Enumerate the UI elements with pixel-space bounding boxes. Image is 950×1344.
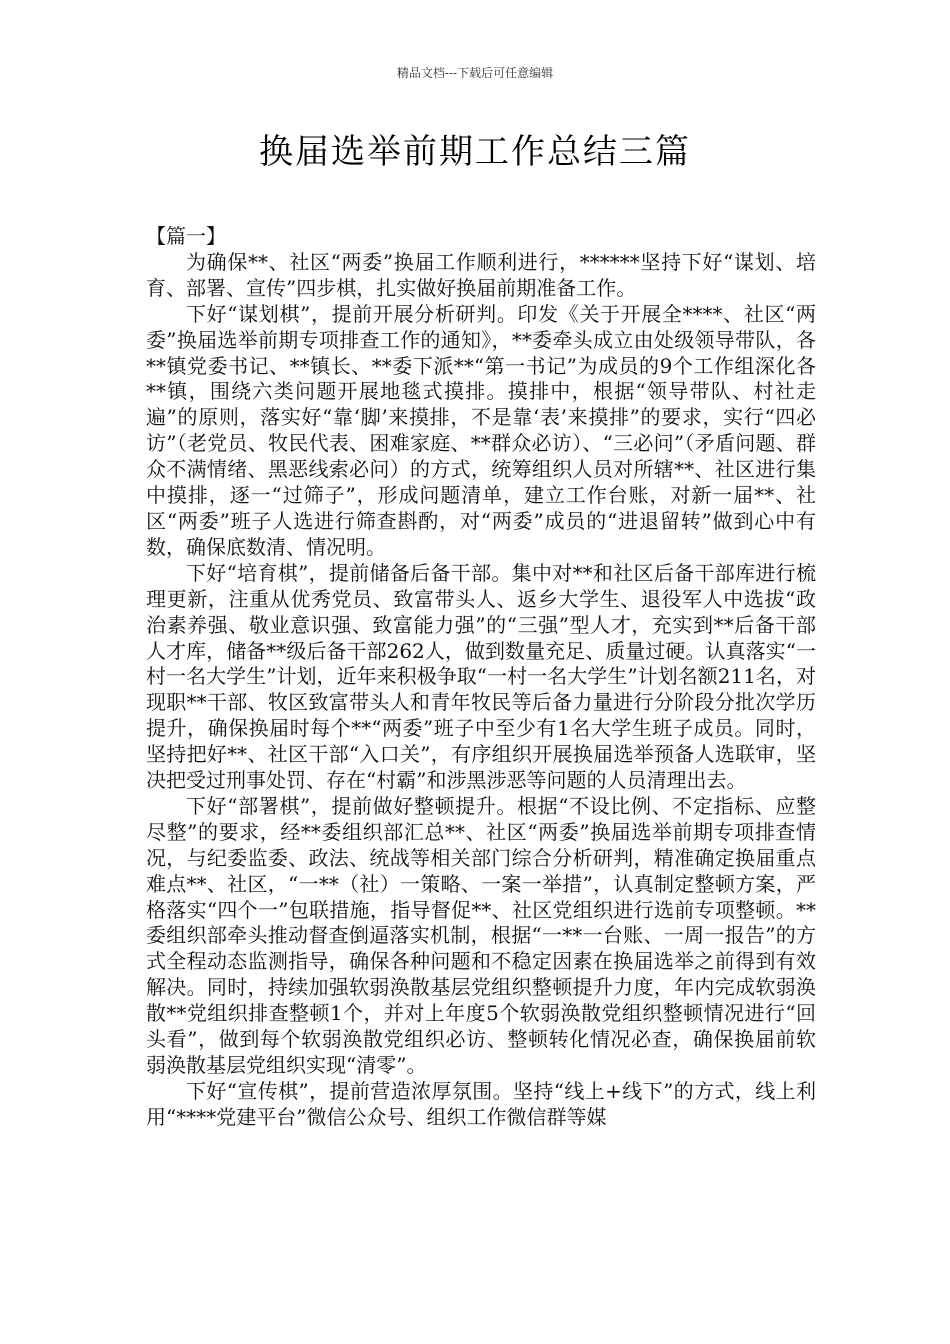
paragraph-cultivation: 下好“培育棋”，提前储备后备干部。集中对**和社区后备干部库进行梳理更新，注重从优秀党员、致富带头人、返乡大学生、退役军人中选拔“政治素养强、敬业意识强、致富能力强”的“三强”型人才，充实到**后备干部人才库，储备**级后备干部262人，做到数量充足、质量过硬。认真落实“一村一名大学生”计划，近年来积极争取“一村一名大学生”计划名额211名，对现职**干部、牧区致富带头人和青年牧民等后备力量进行分阶段分批次学历提升，确保换届时每个**“两委”班子中至少有1名大学生班子成员。同时，坚持把好**、社区干部“入口关”，有序组织开展换届选举预备人选联审，坚决把受过刑事处罚、存在“村霸”和涉黑涉恶等问题的人员清理出去。 xyxy=(146,560,816,793)
document-body xyxy=(146,224,816,1131)
section-label: 【篇一】 xyxy=(146,224,226,248)
document-title: 换届选举前期工作总结三篇 xyxy=(259,132,691,172)
paragraph-deployment: 下好“部署棋”，提前做好整顿提升。根据“不设比例、不定指标、应整尽整”的要求，经**委组织部汇总**、社区“两委”换届选举前期专项排查情况，与纪委监委、政法、统战等相关部门综合分析研判，精准确定换届重点难点**、社区，“一**（社）一策略、一案一举措”，认真制定整顿方案，严格落实“四个一”包联措施，指导督促**、社区党组织进行选前专项整顿。**委组织部牵头推动督查倒逼落实机制，根据“一**一台账、一周一报告”的方式全程动态监测指导，确保各种问题和不稳定因素在换届选举之前得到有效解决。同时，持续加强软弱涣散基层党组织整顿提升力度，年内完成软弱涣散**党组织排查整顿1个，并对上年度5个软弱涣散党组织整顿情况进行“回头看”，做到每个软弱涣散党组织必访、整顿转化情况必查，确保换届前软弱涣散基层党组织实现“清零”。 xyxy=(146,793,816,1077)
paragraph-intro: 为确保**、社区“两委”换届工作顺利进行，******坚持下好“谋划、培育、部署、宣传”四步棋，扎实做好换届前期准备工作。 xyxy=(146,249,816,300)
paragraph-planning: 下好“谋划棋”，提前开展分析研判。印发《关于开展全****、社区“两委”换届选举前期专项排查工作的通知》，**委牵头成立由处级领导带队，各**镇党委书记、**镇长、**委下派**“第一书记”为成员的9个工作组深化各**镇，围绕六类问题开展地毯式摸排。摸排中，根据“领导带队、村社走遍”的原则，落实好“靠‘脚’来摸排，不是靠‘表’来摸排”的要求，实行“四必访”（老党员、牧民代表、困难家庭、**群众必访）、“三必问”（矛盾问题、群众不满情绪、黑恶线索必问）的方式，统筹组织人员对所辖**、社区进行集中摸排，逐一“过筛子”，形成问题清单，建立工作台账，对新一届**、社区“两委”班子人选进行筛查斟酌，对“两委”成员的“进退留转”做到心中有数，确保底数清、情况明。 xyxy=(146,301,816,559)
page-header: 精品文档---下载后可任意编辑 xyxy=(396,66,554,80)
paragraph-publicity: 下好“宣传棋”，提前营造浓厚氛围。坚持“线上+线下”的方式，线上利用“****党建平台”微信公众号、组织工作微信群等媒 xyxy=(146,1078,816,1129)
